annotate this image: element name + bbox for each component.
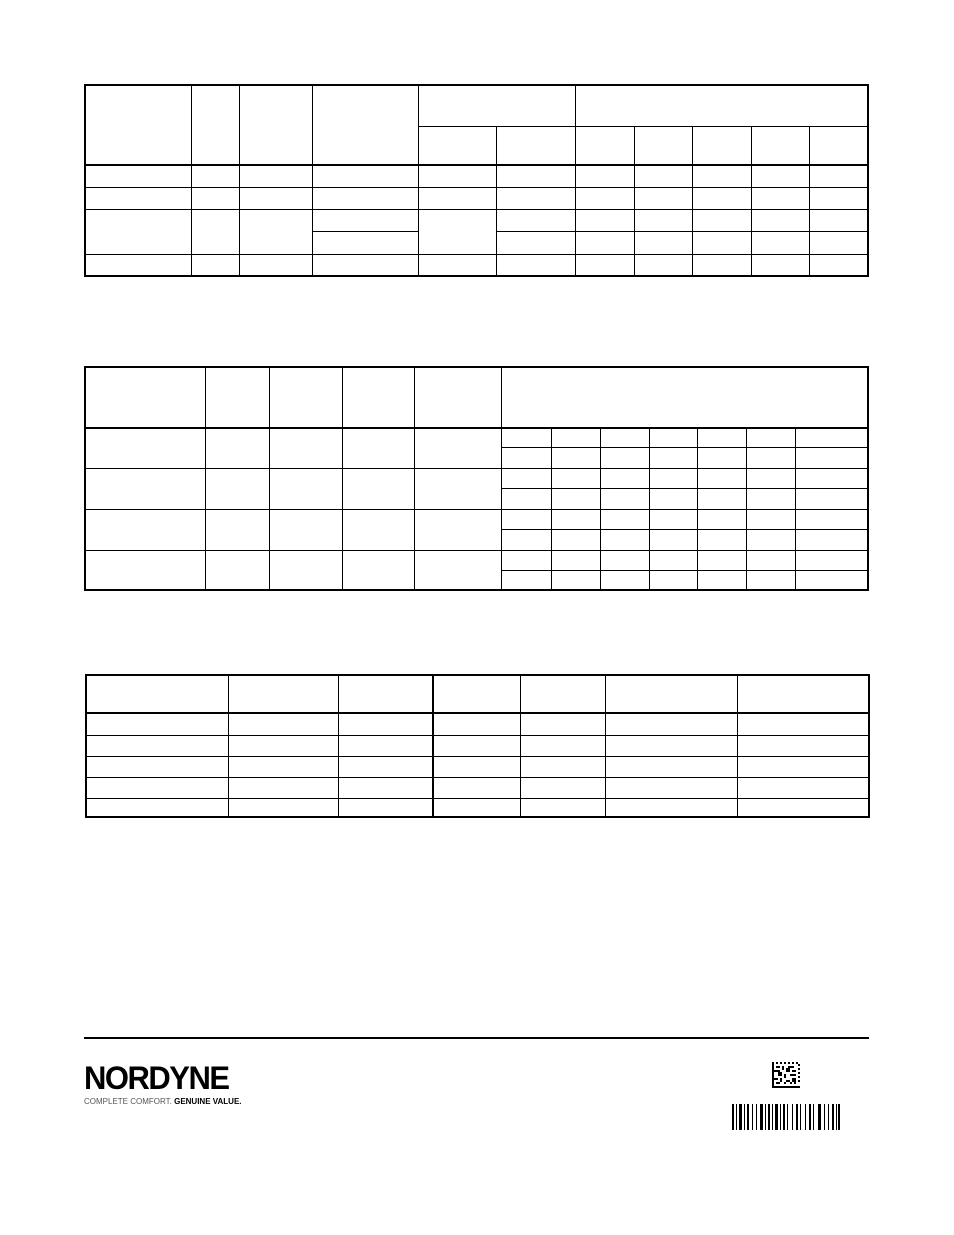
table-3-col-line [520,676,521,816]
table-2-col-line [551,428,552,589]
barcode-icon [732,1104,840,1130]
table-2-col-line [746,428,747,589]
logo-tagline [84,1097,242,1106]
table-1-col-line [575,86,576,275]
table-2-col-line [342,368,343,589]
table-2-subrow-line [501,529,869,530]
table-1-col-line [239,86,240,275]
tagline-part-1: COMPLETE COMFORT. [84,1097,172,1106]
table-2-col-line [795,428,796,589]
table-2-col-line [600,428,601,589]
table-3-col-line [338,676,339,816]
table-1-subheader-line [419,126,869,127]
table-2-col-line [414,368,415,589]
table-3-row-line [87,735,870,736]
table-1-col-line [692,126,693,275]
table-1 [84,84,869,277]
table-3-row-line [87,777,870,778]
table-1-row-line [313,231,419,232]
table-2-subrow-line [501,570,869,571]
datamatrix-code-icon [772,1062,800,1088]
table-2-header-rule [86,427,869,429]
footer-rule [84,1037,869,1039]
logo-wordmark: NORDYNE [84,1059,229,1097]
table-2-row-line [86,468,869,469]
table-1-row-line [496,231,869,232]
table-1-col-line [418,86,419,275]
table-3-col-line [228,676,229,816]
table-3-col-line [737,676,738,816]
table-2-subrow-line [501,488,869,489]
table-1-col-line [751,126,752,275]
table-2-subrow-line [501,447,869,448]
tagline-part-2: GENUINE VALUE. [174,1097,242,1106]
table-1-col-line [496,126,497,275]
table-3-row-line [87,756,870,757]
table-3-col-line [605,676,606,816]
table-2-row-line [86,550,869,551]
table-2-col-line [269,368,270,589]
table-3-col-line [432,676,434,816]
table-2-col-line [205,368,206,589]
table-1-col-line [809,126,810,275]
table-1-col-line [312,86,313,275]
table-2 [84,366,869,591]
table-1-col-line [634,126,635,275]
table-2-col-line [697,428,698,589]
table-2-col-line [649,428,650,589]
table-3-row-line [87,798,870,799]
table-2-row-line [86,509,869,510]
table-3-header-rule [87,712,870,714]
table-1-col-line [191,86,192,275]
table-2-col-line [501,368,502,589]
table-3 [85,674,870,818]
nordyne-logo [84,1059,242,1106]
